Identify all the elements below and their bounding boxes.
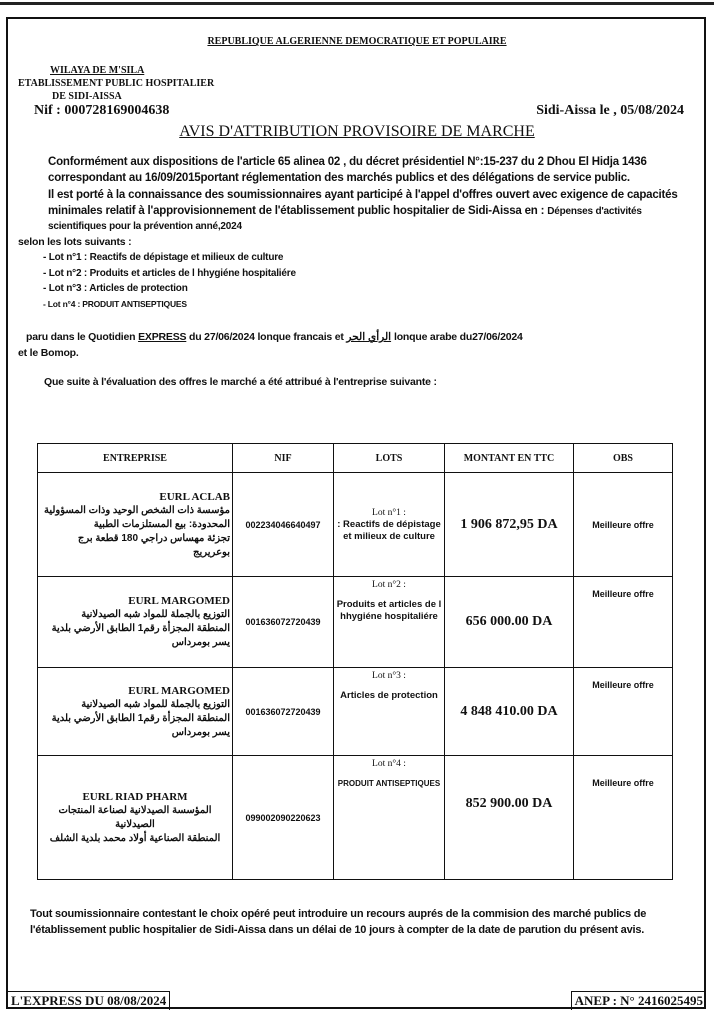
- company-name: EURL ACLAB: [159, 490, 230, 503]
- entreprise-cell: [38, 473, 233, 577]
- lot-desc: Articles de protection: [340, 690, 438, 701]
- table-row: [38, 577, 673, 668]
- company-address: المنطقة الصناعية أولاد محمد بلدية الشلف: [49, 832, 221, 844]
- notice-text: Il est porté à la connaissance des soumissionnaires ayant participé à l'appel d'offres ouvert avec exigence de capacités minimales relatif à l'approvisionnement de l'établissement public hospitalier de Sidi-Aissa en :: [48, 189, 678, 217]
- col-lots: LOTS: [334, 444, 445, 473]
- amount-cell: 1 906 872,95 DA: [445, 473, 574, 577]
- company-arabic: مؤسسة ذات الشخص الوحيد وذات المسؤولية المحدودة: بيع المستلزمات الطبية: [43, 504, 230, 530]
- company-address: تجزئة مهساس دراجي 180 قطعة برج بوعريريج: [77, 532, 230, 558]
- lot-desc: : Reactifs de dépistage et milieux de culture: [337, 518, 441, 542]
- publication-line: [18, 330, 694, 346]
- lot-number: Lot n°1 :: [372, 507, 406, 518]
- nif-cell: 002234046640497: [233, 473, 334, 577]
- nif-cell: 001636072720439: [233, 668, 334, 756]
- nif-cell: 099002090220623: [233, 756, 334, 880]
- paragraph-notice: [18, 188, 694, 235]
- lot-number: Lot n°3 :: [372, 671, 406, 681]
- notice-title: AVIS D'ATTRIBUTION PROVISOIRE DE MARCHE: [179, 123, 535, 140]
- company-arabic: المؤسسة الصيدلانية لصناعة المنتجات الصيدلانية: [58, 804, 212, 830]
- table-header-row: [38, 444, 673, 473]
- lot-item: - Lot n°4 : PRODUIT ANTISEPTIQUES: [43, 298, 187, 309]
- date: Sidi-Aissa le , 05/08/2024: [536, 103, 684, 118]
- lot-number: Lot n°4 :: [372, 759, 406, 769]
- pub-text: du 27/06/2024 lonque francais et: [186, 331, 347, 343]
- award-table: [37, 443, 673, 880]
- obs-cell: Meilleure offre: [574, 473, 673, 577]
- obs-cell: Meilleure offre: [574, 668, 673, 756]
- col-nif: NIF: [233, 444, 334, 473]
- pub-text: paru dans le Quotidien: [26, 331, 139, 343]
- footer-anep: ANEP : N° 2416025495: [571, 991, 706, 1010]
- obs-cell: Meilleure offre: [574, 577, 673, 668]
- amount-cell: 852 900.00 DA: [445, 756, 574, 880]
- lots-cell: [334, 756, 445, 880]
- table-row: [38, 473, 673, 577]
- closing-paragraph: Tout soumissionnaire contestant le choix opéré peut introduire un recours auprés de la commision des marché publics de l'établissement public hospitalier de Sidi-Aissa dans un délai de 10 jours à compter de la date de parution du présent avis.: [30, 908, 647, 936]
- company-arabic: التوزيع بالجملة للمواد شبه الصيدلانية: [81, 609, 230, 620]
- table-row: [38, 756, 673, 880]
- wilaya: WILAYA DE M'SILA: [50, 65, 145, 76]
- lots-intro: selon les lots suivants :: [18, 235, 132, 248]
- pub-text: lonque arabe du27/06/2024: [391, 331, 523, 343]
- lots-cell: [334, 473, 445, 577]
- footer-publication: L'EXPRESS DU 08/08/2024: [8, 991, 170, 1010]
- table-row: [38, 668, 673, 756]
- obs-cell: Meilleure offre: [574, 756, 673, 880]
- notice-body: [18, 155, 694, 391]
- republic-heading: REPUBLIQUE ALGERIENNE DEMOCRATIQUE ET POPULAIRE: [207, 36, 507, 47]
- lots-cell: [334, 668, 445, 756]
- company-address: المنطقة المجزأة رقم1 الطابق الأرضي بلدية يسر بومرداس: [51, 623, 230, 648]
- lot-item: - Lot n°1 : Reactifs de dépistage et milieux de culture: [43, 252, 284, 263]
- etablissement: ETABLISSEMENT PUBLIC HOSPITALIER: [18, 78, 215, 89]
- lot-item: - Lot n°2 : Produits et articles de l hhygiéne hospitaliére: [43, 267, 296, 279]
- publication-bomop: et le Bomop.: [18, 346, 79, 359]
- award-intro: Que suite à l'évaluation des offres le marché a été attribué à l'entreprise suivante :: [44, 376, 437, 388]
- company-name: EURL MARGOMED: [128, 684, 230, 697]
- pub-arabic: الرأي الحر: [346, 331, 392, 343]
- lot-number: Lot n°2 :: [372, 580, 406, 590]
- company-address: المنطقة المجزأة رقم1 الطابق الأرضي بلدية يسر بومرداس: [51, 712, 230, 738]
- lot-item: - Lot n°3 : Articles de protection: [43, 283, 188, 294]
- col-entreprise: ENTREPRISE: [38, 444, 233, 473]
- company-arabic: التوزيع بالجملة للمواد شبه الصيدلانية: [81, 698, 230, 710]
- paragraph-decree: Conformément aux dispositions de l'article 65 alinea 02 , du décret présidentiel N°:15-237 du 2 Dhou El Hidja 1436 correspondant au 16/09/2015portant réglementation des marchés publics et des délégations de service public.: [48, 156, 647, 184]
- amount-cell: 4 848 410.00 DA: [445, 668, 574, 756]
- notice-object: Dépenses d'activités scientifiques pour la prévention anné,2024: [48, 205, 642, 232]
- entreprise-cell: [38, 756, 233, 880]
- lots-cell: [334, 577, 445, 668]
- col-obs: OBS: [574, 444, 673, 473]
- company-name: EURL MARGOMED: [128, 595, 230, 607]
- entreprise-cell: [38, 668, 233, 756]
- company-name: EURL RIAD PHARM: [82, 790, 188, 803]
- nif: Nif : 000728169004638: [34, 103, 170, 118]
- lieu: DE SIDI-AISSA: [52, 91, 122, 102]
- pub-express: EXPRESS: [138, 331, 187, 343]
- top-rule: [0, 2, 714, 5]
- amount-cell: 656 000.00 DA: [445, 577, 574, 668]
- col-montant: MONTANT EN TTC: [445, 444, 574, 473]
- nif-cell: 001636072720439: [233, 577, 334, 668]
- lot-desc: Produits et articles de l hhygiéne hospitaliére: [336, 599, 442, 622]
- entreprise-cell: [38, 577, 233, 668]
- lot-desc: PRODUIT ANTISEPTIQUES: [337, 779, 441, 788]
